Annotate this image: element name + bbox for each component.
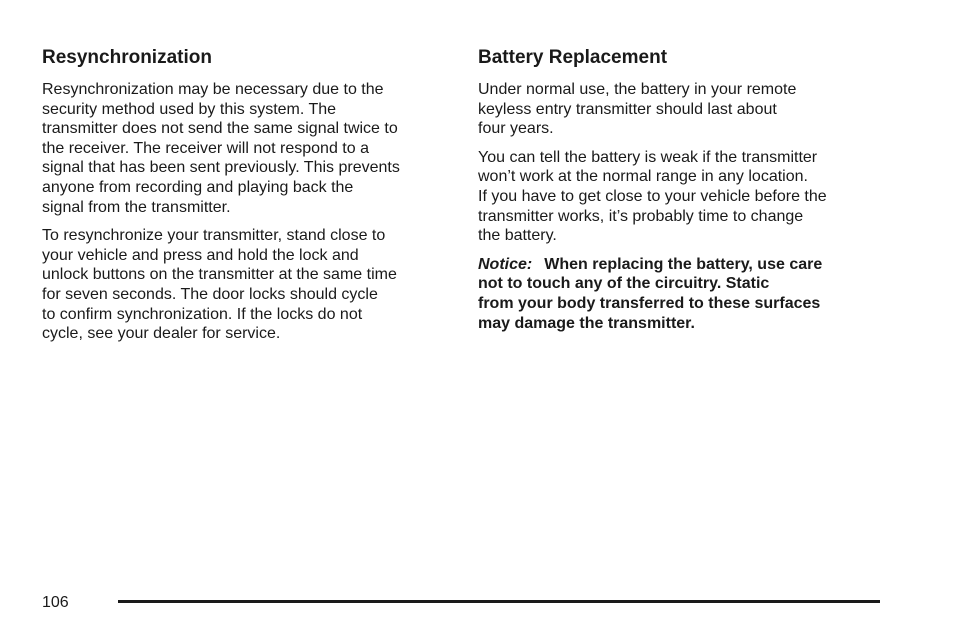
text-line: the receiver. The receiver will not respond to a bbox=[42, 139, 369, 157]
text-line: Under normal use, the battery in your remote bbox=[478, 81, 797, 98]
text-line: security method used by this system. The bbox=[42, 100, 337, 118]
text-line: signal from the transmitter. bbox=[42, 198, 231, 216]
text-line: unlock buttons on the transmitter at the same time bbox=[42, 266, 397, 284]
notice-first-line bbox=[478, 255, 888, 275]
text-line: to confirm synchronization. If the locks do not bbox=[42, 305, 363, 323]
section-heading-battery-replacement: Battery Replacement bbox=[478, 47, 668, 68]
notice-line: may damage the transmitter. bbox=[478, 314, 695, 332]
notice-text: When replacing the battery, use care bbox=[544, 255, 823, 273]
section-heading-resynchronization: Resynchronization bbox=[42, 47, 212, 68]
battery-paragraph-1 bbox=[478, 80, 888, 139]
text-line: anyone from recording and playing back the bbox=[42, 178, 354, 196]
text-line: Resynchronization may be necessary due to the bbox=[42, 81, 384, 98]
text-line: signal that has been sent previously. This prevents bbox=[42, 159, 400, 177]
text-line: To resynchronize your transmitter, stand close to bbox=[42, 227, 386, 245]
notice-label: Notice: bbox=[478, 255, 533, 273]
text-line: four years. bbox=[478, 120, 554, 138]
text-line: cycle, see your dealer for service. bbox=[42, 325, 281, 343]
right-column bbox=[478, 46, 888, 342]
text-line: your vehicle and press and hold the lock and bbox=[42, 246, 359, 264]
resync-paragraph-1 bbox=[42, 80, 452, 217]
notice-block bbox=[478, 255, 888, 333]
text-line: You can tell the battery is weak if the transmitter bbox=[478, 148, 818, 166]
text-line: transmitter works, it’s probably time to change bbox=[478, 207, 804, 225]
text-line: the battery. bbox=[478, 227, 557, 245]
notice-line: from your body transferred to these surfaces bbox=[478, 294, 821, 312]
text-line: for seven seconds. The door locks should cycle bbox=[42, 285, 378, 303]
page-number: 106 bbox=[42, 594, 69, 611]
left-column bbox=[42, 46, 452, 353]
text-line: keyless entry transmitter should last about bbox=[478, 100, 777, 118]
notice-line: not to touch any of the circuitry. Static bbox=[478, 275, 770, 293]
battery-paragraph-2 bbox=[478, 148, 888, 246]
text-line: transmitter does not send the same signal twice to bbox=[42, 120, 398, 138]
text-line: If you have to get close to your vehicle before the bbox=[478, 187, 827, 205]
resync-paragraph-2 bbox=[42, 226, 452, 344]
footer-rule bbox=[118, 600, 880, 603]
text-line: won’t work at the normal range in any location. bbox=[478, 168, 808, 186]
